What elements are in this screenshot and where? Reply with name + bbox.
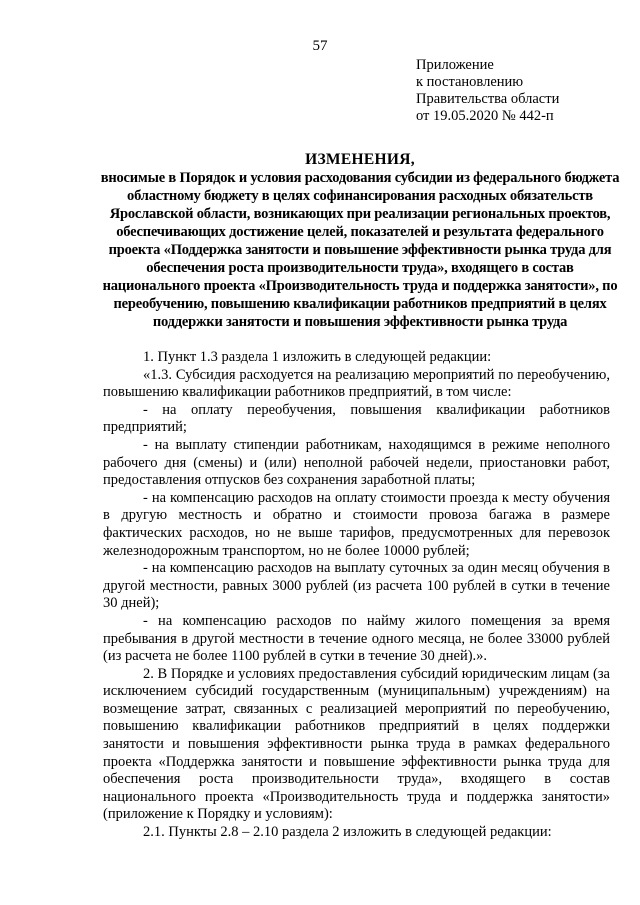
list-item: - на компенсацию расходов по найму жилого помещения за время пребывания в другой местности в течение одного месяца, не более 33000 рублей (из расчета не более 1100 рублей в сутки в течение 30 дней).». bbox=[103, 612, 610, 665]
annex-line: Правительства области bbox=[416, 91, 560, 107]
paragraph: 1. Пункт 1.3 раздела 1 изложить в следующей редакции: bbox=[143, 349, 492, 365]
list-item: - на компенсацию расходов на оплату стоимости проезда к месту обучения в другую местность и обратно и стоимости провоза багажа в размере фактических расходов, но не выше тарифов, предусмотренных для перевозок железнодорожным транспортом, но не более 10000 рублей; bbox=[103, 489, 610, 559]
annex-line: Приложение bbox=[416, 57, 494, 73]
page-number: 57 bbox=[312, 38, 328, 54]
list-item: - на оплату переобучения, повышения квалификации работников предприятий; bbox=[103, 401, 610, 436]
title-heading: ИЗМЕНЕНИЯ, bbox=[305, 151, 415, 168]
paragraph: «1.3. Субсидия расходуется на реализацию мероприятий по переобучению, повышению квалификации работников предприятий, в том числе: bbox=[103, 366, 610, 401]
paragraph: 2.1. Пункты 2.8 – 2.10 раздела 2 изложить в следующей редакции: bbox=[143, 824, 552, 841]
paragraph: 2. В Порядке и условиях предоставления субсидий юридическим лицам (за исключением субсидий государственным (муниципальным) учреждениям) на возмещение затрат, связанных с реализацией мероприятий по переобучению, повышению квалификации работников предприятий в целях поддержки занятости и повышения эффективности рынка труда в рамках федерального проекта «Поддержка занятости и повышение эффективности рынка труда для обеспечения роста производительности труда», входящего в состав национального проекта «Производительность труда и поддержка занятости» (приложение к Порядку и условиям): bbox=[103, 665, 610, 823]
list-item: - на компенсацию расходов на выплату суточных за один месяц обучения в другой местности, равных 3000 рублей (из расчета 100 рублей в сутки в течение 30 дней); bbox=[103, 560, 610, 612]
document-title bbox=[100, 151, 620, 331]
document-body bbox=[103, 349, 610, 842]
list-item: - на выплату стипендии работникам, находящимся в режиме неполного рабочего дня (смены) и (или) неполной рабочей недели, приостановки работ, предоставления отпусков без сохранения заработной платы; bbox=[103, 436, 610, 489]
annex-line: от 19.05.2020 № 442-п bbox=[416, 108, 554, 124]
annex-block bbox=[416, 57, 559, 125]
annex-line: к постановлению bbox=[416, 74, 524, 90]
title-subtitle: вносимые в Порядок и условия расходования субсидии из федерального бюджета областному бюджету в целях софинансирования расходных обязательств Ярославской области, возникающих при реализации региональных проектов, обеспечивающих достижение целей, показателей и результата федерального проекта «Поддержка занятости и повышение эффективности рынка труда для обеспечения роста производительности труда», входящего в состав национального проекта «Производительность труда и поддержка занятости», по переобучению, повышению квалификации работников предприятий в целях поддержки занятости и повышения эффективности рынка труда bbox=[100, 170, 620, 330]
